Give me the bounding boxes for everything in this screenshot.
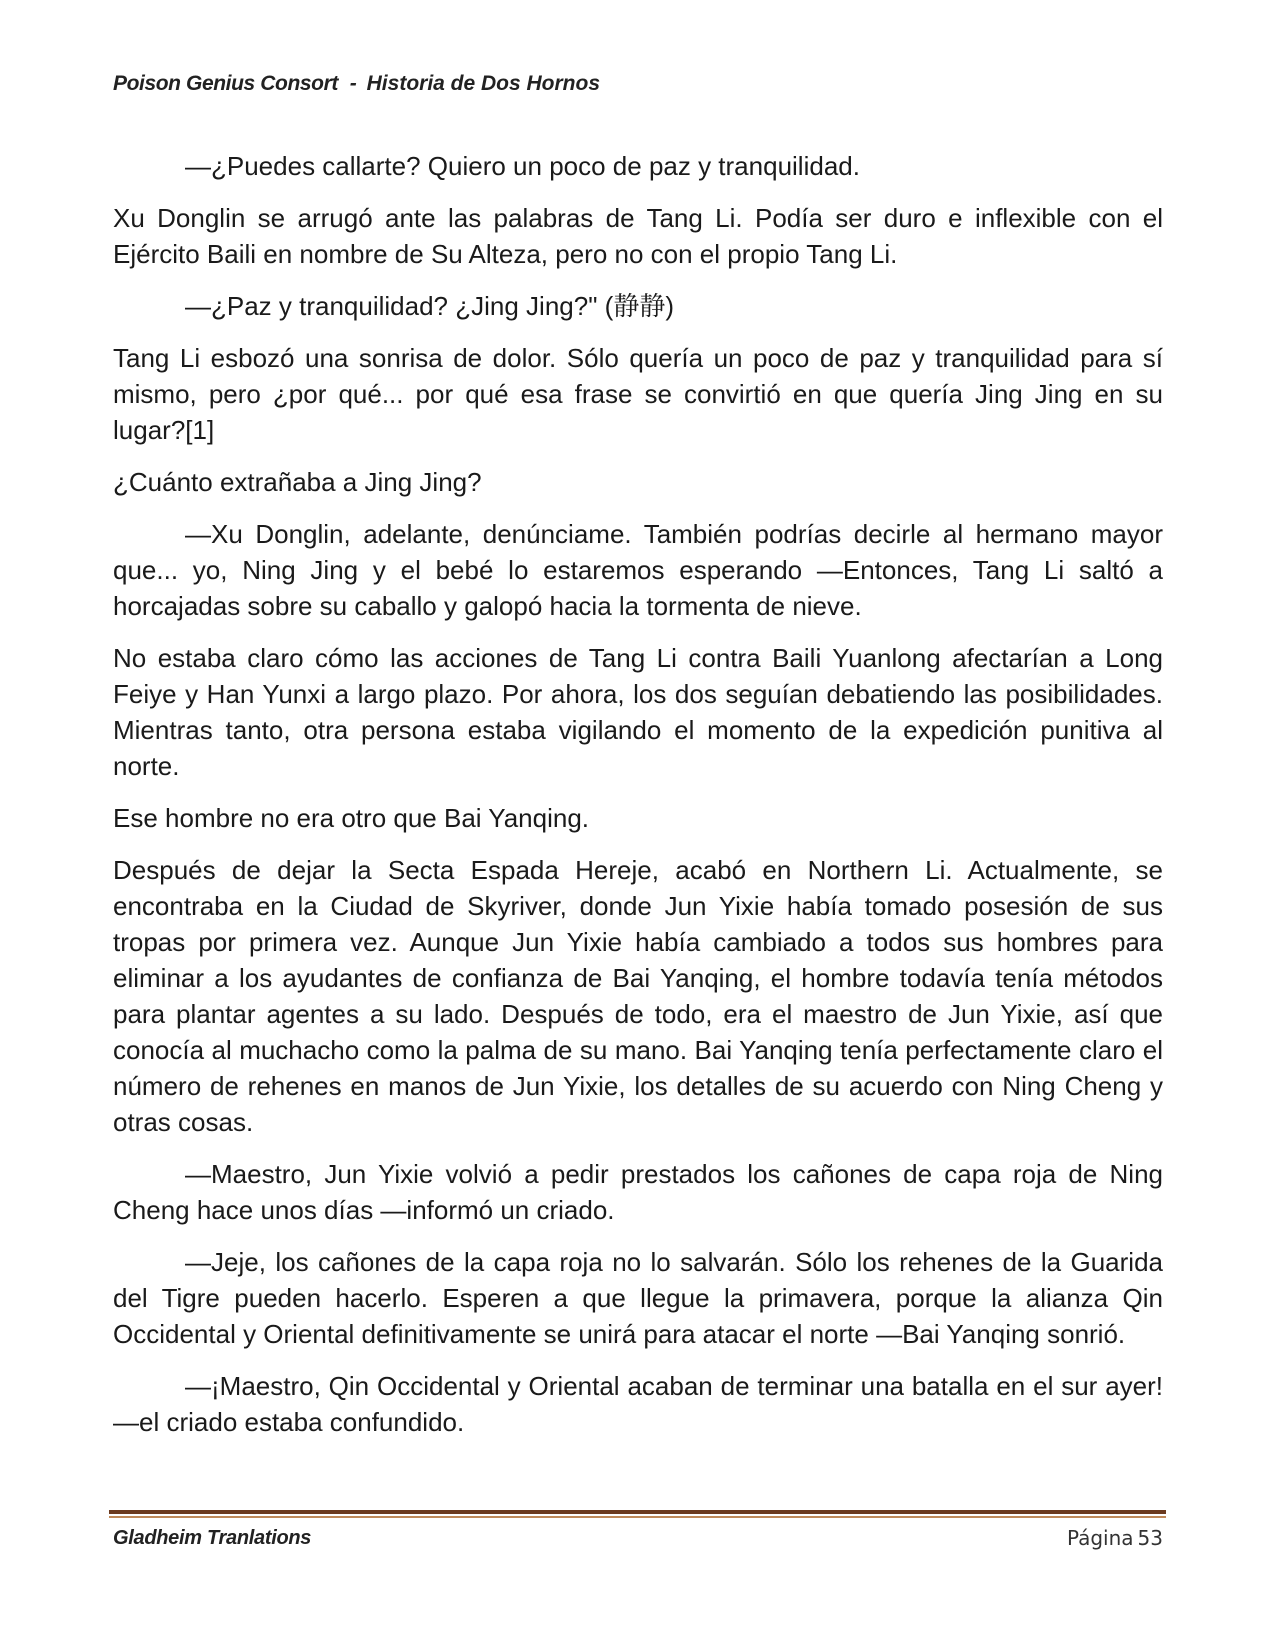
- page-number-block: [1067, 1526, 1163, 1550]
- paragraph: No estaba claro cómo las acciones de Tang Li contra Baili Yuanlong afectarían a Long Feiye y Han Yunxi a largo plazo. Por ahora, los dos seguían debatiendo las posibilidades. Mientras tanto, otra persona estaba vigilando el momento de la expedición punitiva al norte.: [113, 643, 1163, 781]
- paragraph: Xu Donglin se arrugó ante las palabras de Tang Li. Podía ser duro e inflexible con el Ejército Baili en nombre de Su Alteza, pero no con el propio Tang Li.: [113, 203, 1163, 269]
- footer-divider: [109, 1510, 1166, 1518]
- paragraph: —¿Paz y tranquilidad? ¿Jing Jing?" (静静): [185, 291, 674, 321]
- page-label: Página: [1066, 1526, 1134, 1550]
- paragraph: Tang Li esbozó una sonrisa de dolor. Sólo quería un poco de paz y tranquilidad para sí mismo, pero ¿por qué... por qué esa frase se convirtió en que quería Jing Jing en su lugar?[1]: [113, 343, 1163, 445]
- publisher-name: Gladheim Tranlations: [113, 1527, 312, 1549]
- header-separator: -: [349, 72, 357, 95]
- paragraph: —Xu Donglin, adelante, denúnciame. También podrías decirle al hermano mayor que... yo, Ning Jing y el bebé lo estaremos esperando —Entonces, Tang Li saltó a horcajadas sobre su caballo y galopó hacia la tormenta de nieve.: [113, 519, 1163, 621]
- chapter-title: Historia de Dos Hornos: [366, 72, 601, 95]
- paragraph: —¡Maestro, Qin Occidental y Oriental acaban de terminar una batalla en el sur ayer! —el criado estaba confundido.: [113, 1371, 1163, 1437]
- page-number: 53: [1137, 1526, 1163, 1550]
- paragraph: —Jeje, los cañones de la capa roja no lo salvarán. Sólo los rehenes de la Guarida del Tigre pueden hacerlo. Esperen a que llegue la primavera, porque la alianza Qin Occidental y Oriental definitivamente se unirá para atacar el norte —Bai Yanqing sonrió.: [113, 1247, 1163, 1349]
- body-text: [113, 148, 1163, 1456]
- paragraph: Después de dejar la Secta Espada Hereje, acabó en Northern Li. Actualmente, se encontraba en la Ciudad de Skyriver, donde Jun Yixie había tomado posesión de sus tropas por primera vez. Aunque Jun Yixie había cambiado a todos sus hombres para eliminar a los ayudantes de confianza de Bai Yanqing, el hombre todavía tenía métodos para plantar agentes a su lado. Después de todo, era el maestro de Jun Yixie, así que conocía al muchacho como la palma de su mano. Bai Yanqing tenía perfectamente claro el número de rehenes en manos de Jun Yixie, los detalles de su acuerdo con Ning Cheng y otras cosas.: [113, 855, 1163, 1137]
- paragraph: —Maestro, Jun Yixie volvió a pedir prestados los cañones de capa roja de Ning Cheng hace unos días —informó un criado.: [113, 1159, 1163, 1225]
- series-title: Poison Genius Consort: [113, 72, 338, 95]
- paragraph: Ese hombre no era otro que Bai Yanqing.: [113, 803, 590, 833]
- paragraph: —¿Puedes callarte? Quiero un poco de paz y tranquilidad.: [185, 151, 860, 181]
- page-header: [113, 72, 600, 96]
- paragraph: ¿Cuánto extrañaba a Jing Jing?: [113, 467, 482, 497]
